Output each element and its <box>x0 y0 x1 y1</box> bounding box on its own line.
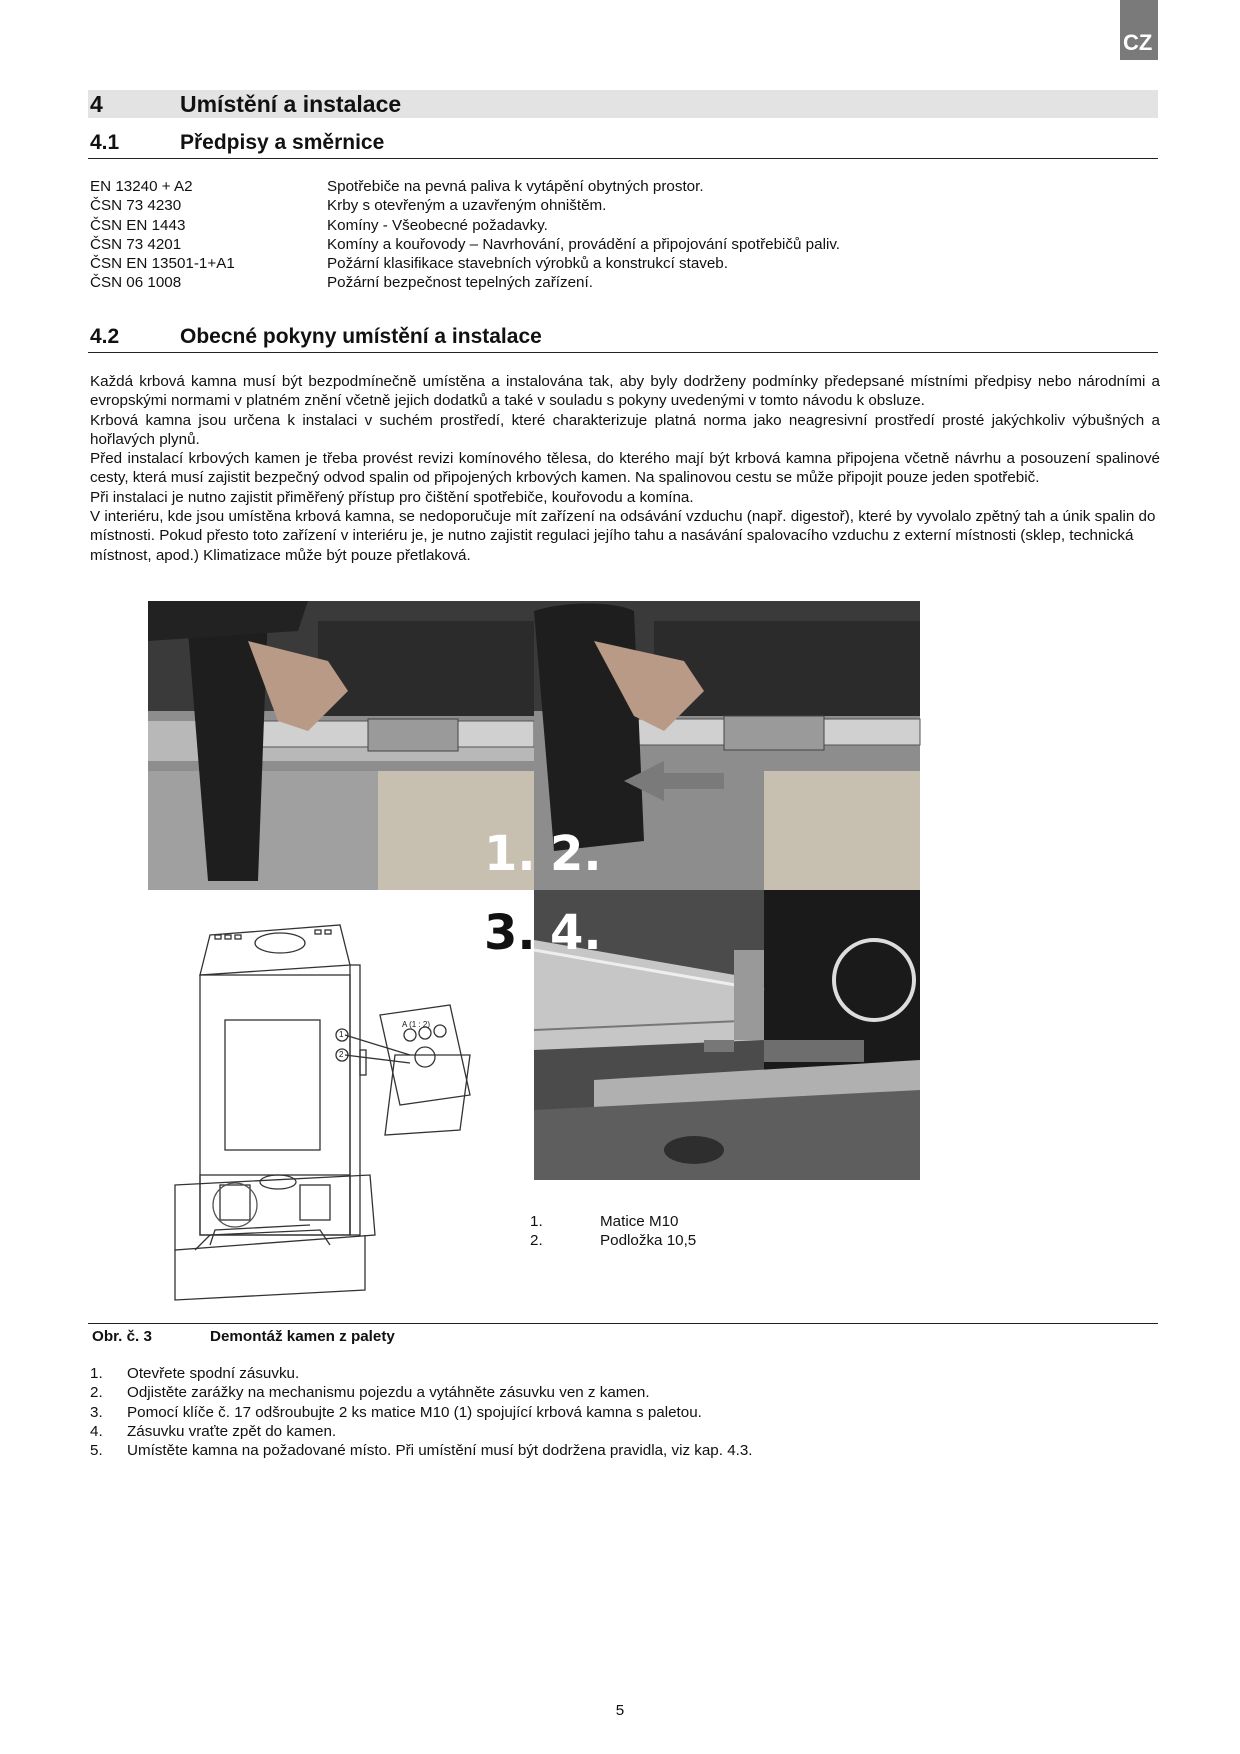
steps-list <box>90 1364 1090 1460</box>
subsection-number: 4.2 <box>90 325 120 348</box>
callout-1: 1 <box>339 1030 344 1039</box>
subsection-heading-installation <box>88 322 1158 353</box>
callout-2: 2 <box>339 1050 344 1059</box>
regulation-row <box>90 235 1150 254</box>
step-label-3: 3. <box>484 905 536 961</box>
legend-item <box>530 1212 830 1231</box>
step-number: 1. <box>90 1365 103 1382</box>
step-text: Pomocí klíče č. 17 odšroubujte 2 ks matice M10 (1) spojující krbová kamna s paletou. <box>127 1403 702 1421</box>
section-heading <box>88 90 1158 118</box>
detail-label: A (1 : 2) <box>402 1020 431 1029</box>
caption-number: Obr. č. 3 <box>92 1328 152 1345</box>
step-text: Otevřete spodní zásuvku. <box>127 1365 300 1382</box>
subsection-title: Předpisy a směrnice <box>180 131 385 154</box>
section-title: Umístění a instalace <box>180 91 402 117</box>
step-label-2: 2. <box>550 826 602 882</box>
paragraph: V interiéru, kde jsou umístěna krbová kamna, se nedoporučuje mít zařízení na odsávání vzduchu (např. digestoř), které by vyvolalo zpětný tah a únik spalin do místnosti. Pokud přesto toto zařízení v interiéru je, je nutno zajistit regulaci jejího tahu a nasávání spalovacího vzduchu z externí místnosti (sklep, technická místnost, apod.) Klimatizace může být pouze přetlaková. <box>90 508 1156 564</box>
regulation-code: ČSN EN 1443 <box>90 216 186 234</box>
stove-drawing-graphic <box>170 905 530 1305</box>
paragraph: Každá krbová kamna musí být bezpodmínečně umístěna a instalována tak, aby byly dodrženy podmínky předepsané místními předpisy nebo národními a evropskými normami v platném znění včetně jejich dodatků a také v souladu s pokyny uvedenými v tomto návodu k obsluze. <box>90 373 1160 410</box>
subsection-number: 4.1 <box>90 131 120 154</box>
paragraph: Při instalaci je nutno zajistit přiměřený přístup pro čištění spotřebiče, kouřovodu a komína. <box>90 488 694 506</box>
step-number: 4. <box>90 1422 103 1440</box>
regulations-list <box>90 177 1150 293</box>
step-number: 2. <box>90 1384 103 1402</box>
caption-text: Demontáž kamen z palety <box>210 1328 395 1345</box>
figure-caption <box>88 1323 1158 1346</box>
regulation-desc: Komíny - Všeobecné požadavky. <box>327 216 548 234</box>
step-text: Umístěte kamna na požadované místo. Při umístění musí být dodržena pravidla, viz kap. 4.3. <box>127 1442 753 1460</box>
paragraph: Krbová kamna jsou určena k instalaci v suchém prostředí, které charakterizuje platná norma jako neagresivní prostředí prosté jakýchkoliv výbušných a hořlavých plynů. <box>90 411 1160 448</box>
stove-technical-drawing <box>170 905 530 1305</box>
regulation-code: ČSN 06 1008 <box>90 274 182 292</box>
step-number: 5. <box>90 1442 103 1460</box>
legend-text: Podložka 10,5 <box>600 1232 697 1250</box>
figure-legend <box>530 1212 830 1251</box>
legend-text: Matice M10 <box>600 1213 679 1230</box>
regulation-row <box>90 177 1150 196</box>
legend-number: 2. <box>530 1232 543 1250</box>
regulation-desc: Krby s otevřeným a uzavřeným ohništěm. <box>327 197 607 215</box>
language-tab <box>1120 0 1158 60</box>
regulation-row <box>90 216 1150 235</box>
step-item <box>90 1441 1090 1460</box>
paragraph: Před instalací krbových kamen je třeba provést revizi komínového tělesa, do kterého mají být krbová kamna připojena včetně návrhu a posouzení spalinové cesty, která musí zajistit bezpečný odvod spalin od připojených krbových kamen. Na spalinovou cestu se může připojit pouze jeden spotřebič. <box>90 450 1160 487</box>
legend-item <box>530 1231 830 1250</box>
regulation-desc: Požární bezpečnost tepelných zařízení. <box>327 274 593 292</box>
regulation-row <box>90 254 1150 273</box>
regulation-desc: Spotřebiče na pevná paliva k vytápění obytných prostor. <box>327 178 704 195</box>
subsection-heading-regulations <box>88 128 1158 159</box>
regulation-desc: Komíny a kouřovody – Navrhování, provádění a připojování spotřebičů paliv. <box>327 235 841 253</box>
section-number: 4 <box>90 91 103 117</box>
regulation-desc: Požární klasifikace stavebních výrobků a konstrukcí staveb. <box>327 255 728 273</box>
installation-text <box>90 372 1160 565</box>
photo-step-2 <box>484 601 920 890</box>
step-text: Zásuvku vraťte zpět do kamen. <box>127 1422 337 1440</box>
photo-step-1 <box>148 601 534 890</box>
step-label-4: 4. <box>550 905 602 961</box>
regulation-code: ČSN EN 13501-1+A1 <box>90 255 235 273</box>
subsection-title: Obecné pokyny umístění a instalace <box>180 325 542 348</box>
regulation-code: EN 13240 + A2 <box>90 178 193 195</box>
photo-1-graphic <box>148 601 534 890</box>
photo-step-4 <box>534 890 920 1180</box>
step-item <box>90 1383 1090 1402</box>
regulation-row <box>90 273 1150 292</box>
regulation-code: ČSN 73 4230 <box>90 197 182 215</box>
regulation-row <box>90 196 1150 215</box>
legend-number: 1. <box>530 1213 543 1230</box>
page-number: 5 <box>615 1702 625 1719</box>
step-label-1: 1. <box>484 826 536 882</box>
step-item <box>90 1403 1090 1422</box>
step-item <box>90 1422 1090 1441</box>
step-number: 3. <box>90 1403 103 1421</box>
regulation-code: ČSN 73 4201 <box>90 235 182 253</box>
language-code: CZ <box>1123 30 1153 55</box>
step-text: Odjistěte zarážky na mechanismu pojezdu a vytáhněte zásuvku ven z kamen. <box>127 1384 650 1402</box>
step-item <box>90 1364 1090 1383</box>
